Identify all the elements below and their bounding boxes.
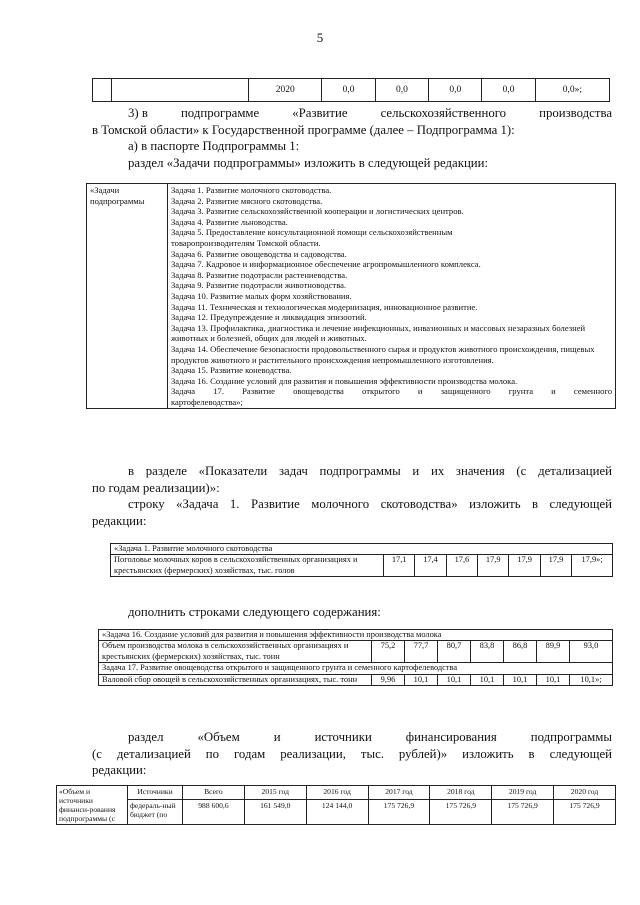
year-header: 2016 год xyxy=(306,786,368,800)
source-cell: федераль-ный бюджет (по xyxy=(128,800,183,825)
task-item: Задача 17. Развитие овощеводства открытого и защищенного грунта и семенного xyxy=(171,386,612,397)
word: «Объем xyxy=(197,730,240,744)
table-row xyxy=(99,663,613,674)
table-row xyxy=(111,544,613,555)
task-item: Задача 11. Техническая и технологическая модернизация, инновационное развитие. xyxy=(171,301,478,312)
task-item: Задача 7. Кадровое и информационное обеспечение агропромышленного комплекса. xyxy=(171,259,481,270)
text-line: строку «Задача 1. Развитие молочного скотоводства» изложить в следующей xyxy=(128,497,612,511)
task-item: Задача 8. Развитие подотрасли растениеводства. xyxy=(171,269,348,280)
task-item: Задача 9. Развитие подотрасли животноводства. xyxy=(171,280,347,291)
indicator-label: Поголовье молочных коров в сельскохозяйственных организациях и крестьянских (фермерских) хозяйствах, тыс. голов xyxy=(111,555,384,577)
table-row xyxy=(93,79,610,102)
text-line: в Томской области» к Государственной программе (далее – Подпрограмма 1): xyxy=(92,122,515,137)
word: подпрограммы xyxy=(530,730,612,744)
text-line: по годам реализации)»: xyxy=(92,480,220,495)
table-row xyxy=(99,630,613,641)
task-item: Задача 10. Развитие малых форм хозяйствования. xyxy=(171,290,352,301)
table-row xyxy=(99,674,613,685)
word: финансирования xyxy=(405,730,497,744)
task-item: Задача 1. Развитие молочного скотоводства. xyxy=(171,185,332,195)
value-cell: 75,2 xyxy=(372,641,405,663)
year-cell: 2020 xyxy=(249,79,322,102)
value-cell: 17,1 xyxy=(384,555,415,577)
text-line: а) в паспорте Подпрограммы 1: xyxy=(128,139,300,153)
text-line: редакции: xyxy=(92,513,147,528)
task-item: Задача 6. Развитие овощеводства и садоводства. xyxy=(171,248,347,259)
year-header: 2018 год xyxy=(430,786,492,800)
task-item: Задача 12. Предупреждение и ликвидация эпизоотий. xyxy=(171,312,367,323)
value-cell: 175 726,9 xyxy=(554,800,616,825)
task17-header: Задача 17. Развитие овощеводства открытого и защищенного грунта и семенного картофелеводства xyxy=(99,663,613,674)
total-cell: 988 600,6 xyxy=(183,800,245,825)
table-row xyxy=(111,555,613,577)
value-cell: 77,7 xyxy=(405,641,438,663)
indicator-label: Объем производства молока в сельскохозяйственных организациях и крестьянских (фермерских) хозяйствах, тыс. тонн xyxy=(99,641,372,663)
indicator-label: Валовой сбор овощей в сельскохозяйственных организациях, тыс. тонн xyxy=(99,674,372,685)
value-cell: 17,4 xyxy=(415,555,446,577)
year-header: 2017 год xyxy=(368,786,430,800)
value-cell: 17,9»; xyxy=(572,555,613,577)
finance-label: «Объем и источники финанси-рования подпрограммы (с xyxy=(57,786,128,825)
word: 3) в xyxy=(128,106,148,120)
paragraph-1 xyxy=(92,105,612,171)
top-table xyxy=(92,78,610,102)
text-line: раздел «Задачи подпрограммы» изложить в следующей редакции: xyxy=(128,155,489,170)
year-header: 2020 год xyxy=(554,786,616,800)
table-row xyxy=(57,800,616,825)
table-row xyxy=(99,641,613,663)
table-row xyxy=(87,184,616,409)
task1-header: «Задача 1. Развитие молочного скотоводства xyxy=(111,544,613,555)
finance-table xyxy=(56,785,616,825)
task-item: Задача 3. Развитие сельскохозяйственной кооперации и логистических центров. xyxy=(171,206,464,217)
tasks-list xyxy=(168,184,616,409)
sources-header: Источники xyxy=(128,786,183,800)
value-cell: 175 726,9 xyxy=(368,800,430,825)
value-cell: 0,0 xyxy=(429,79,482,102)
text-line: в разделе «Показатели задач подпрограммы и их значения (с детализацией xyxy=(128,464,612,478)
word: раздел xyxy=(128,730,164,744)
task-item: Задача 13. Профилактика, диагностика и лечение инфекционных, инвазионных и массовых незаразных болезней животных и болезней, общих для людей и животных. xyxy=(171,322,586,344)
text-line: редакции: xyxy=(92,763,147,777)
value-cell: 175 726,9 xyxy=(430,800,492,825)
value-cell: 10,1 xyxy=(537,674,570,685)
value-cell: 10,1 xyxy=(405,674,438,685)
value-cell: 17,6 xyxy=(446,555,477,577)
table-row xyxy=(57,786,616,800)
value-cell: 10,1 xyxy=(471,674,504,685)
word: и xyxy=(273,730,281,744)
value-cell: 161 549,0 xyxy=(244,800,306,825)
total-header: Всего xyxy=(183,786,245,800)
paragraph-3: дополнить строками следующего содержания: xyxy=(128,605,381,619)
value-cell: 0,0 xyxy=(375,79,428,102)
value-cell: 0,0 xyxy=(482,79,535,102)
value-cell: 10,1 xyxy=(504,674,537,685)
task-item: Задача 4. Развитие льноводства. xyxy=(171,216,288,227)
tasks-table xyxy=(86,183,616,409)
task-item: Задача 14. Обеспечение безопасности продовольственного сырья и продуктов животного происхождения, пищевых продуктов животного и растительного происхождения непромышленного изготовления. xyxy=(171,343,595,365)
value-cell: 0,0»; xyxy=(535,79,609,102)
word: производства xyxy=(539,106,612,120)
value-cell: 175 726,9 xyxy=(492,800,554,825)
value-cell: 10,1 xyxy=(438,674,471,685)
value-cell: 80,7 xyxy=(438,641,471,663)
word: сельскохозяйственного xyxy=(380,106,507,120)
value-cell: 17,9 xyxy=(540,555,571,577)
text-line: (с детализацией по годам реализации, тыс. рублей)» изложить в следующей xyxy=(92,746,612,761)
word: подпрограмме xyxy=(180,106,260,120)
task-item: Задача 16. Создание условий для развития и повышения эффективности производства молока. xyxy=(171,375,518,386)
value-cell: 10,1»; xyxy=(570,674,613,685)
value-cell: 93,0 xyxy=(570,641,613,663)
year-header: 2019 год xyxy=(492,786,554,800)
paragraph-4 xyxy=(92,729,612,779)
value-cell: 17,9 xyxy=(509,555,540,577)
task-item: картофелеводства»; xyxy=(171,396,243,407)
word: «Развитие xyxy=(292,106,348,120)
task-item: Задача 2. Развитие мясного скотоводства. xyxy=(171,195,323,206)
value-cell: 9,96 xyxy=(372,674,405,685)
value-cell: 86,8 xyxy=(504,641,537,663)
word: источники xyxy=(314,730,372,744)
value-cell: 89,9 xyxy=(537,641,570,663)
value-cell: 124 144,0 xyxy=(306,800,368,825)
value-cell: 83,8 xyxy=(471,641,504,663)
value-cell: 17,9 xyxy=(478,555,509,577)
task-item: Задача 5. Предоставление консультационной помощи сельскохозяйственным товаропроизводителям Томской области. xyxy=(171,227,453,248)
year-header: 2015 год xyxy=(244,786,306,800)
tasks-label: «Задачи подпрограммы xyxy=(87,184,168,409)
task16-table xyxy=(98,629,613,686)
task-item: Задача 15. Развитие коневодства. xyxy=(171,365,292,376)
value-cell: 0,0 xyxy=(322,79,375,102)
page-number: 5 xyxy=(316,30,324,45)
task16-header: «Задача 16. Создание условий для развития и повышения эффективности производства молока xyxy=(99,630,613,641)
task1-table xyxy=(110,543,613,577)
paragraph-2 xyxy=(92,463,612,529)
